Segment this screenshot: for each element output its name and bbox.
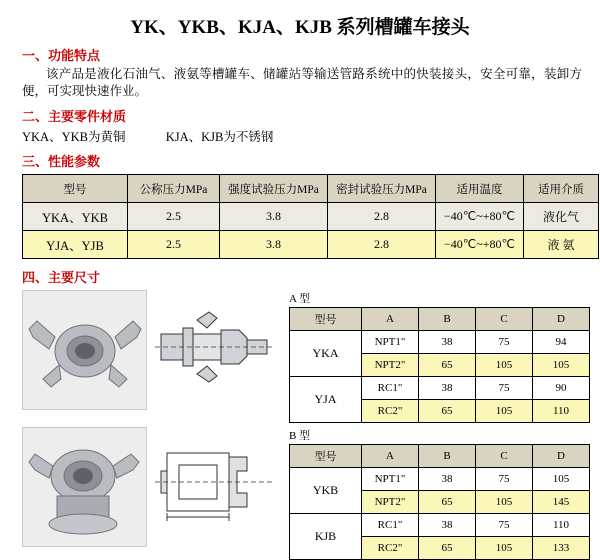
section-text-features: 该产品是液化石油气、液氨等槽罐车、储罐站等输送管路系统中的快装接头，安全可靠，装卸方便，可实现快速作业。 (22, 67, 582, 98)
table-row (23, 231, 599, 259)
cell-b: 38 (419, 377, 476, 400)
cell-temperature: −40℃~+80℃ (436, 231, 524, 259)
th-nominal-pressure: 公称压力MPa (128, 175, 220, 203)
cell-seal-test: 2.8 (328, 231, 436, 259)
th-b: B (419, 445, 476, 468)
cell-model: YJA、YJB (23, 231, 128, 259)
th-d: D (533, 445, 590, 468)
cell-d: 94 (533, 331, 590, 354)
cell-b: 65 (419, 491, 476, 514)
performance-table (22, 174, 599, 259)
cell-b: 38 (419, 514, 476, 537)
coupling-a-drawing-graphic (151, 290, 277, 408)
dimension-table-b (289, 444, 590, 560)
coupling-a-photo-graphic (23, 291, 146, 409)
material-stainless: KJA、KJB为不锈钢 (165, 130, 274, 144)
cell-a: RC1" (362, 514, 419, 537)
dimensions-a-wrapper (289, 290, 590, 423)
th-b: B (419, 308, 476, 331)
photo-coupling-a (22, 290, 147, 410)
cell-a: RC2" (362, 400, 419, 423)
cell-model: YKA、YKB (23, 203, 128, 231)
photo-coupling-b (22, 427, 147, 547)
table-header-row (23, 175, 599, 203)
cell-a: RC1" (362, 377, 419, 400)
table-header-row (290, 308, 590, 331)
cell-b: 65 (419, 354, 476, 377)
cell-medium: 液化气 (524, 203, 599, 231)
figure-label-a: A 型 (289, 293, 311, 305)
coupling-b-photo-graphic (23, 428, 146, 546)
cell-model: YKA (290, 331, 362, 377)
table-row (290, 331, 590, 354)
cell-medium: 液 氨 (524, 231, 599, 259)
cell-b: 38 (419, 468, 476, 491)
table-row (23, 203, 599, 231)
th-c: C (476, 445, 533, 468)
cell-c: 105 (476, 354, 533, 377)
section-heading-materials: 二、主要零件材质 (22, 109, 127, 124)
cell-d: 110 (533, 400, 590, 423)
cell-c: 105 (476, 400, 533, 423)
cell-c: 105 (476, 491, 533, 514)
cell-model: YKB (290, 468, 362, 514)
table-row (290, 468, 590, 491)
cell-d: 105 (533, 354, 590, 377)
th-seal-test: 密封试验压力MPa (328, 175, 436, 203)
th-model: 型号 (23, 175, 128, 203)
cell-d: 145 (533, 491, 590, 514)
th-a: A (362, 308, 419, 331)
th-c: C (476, 308, 533, 331)
figure-row-a (0, 290, 600, 423)
cell-model: KJB (290, 514, 362, 560)
cell-b: 65 (419, 400, 476, 423)
cell-nominal-pressure: 2.5 (128, 203, 220, 231)
th-strength-test: 强度试验压力MPa (220, 175, 328, 203)
cell-c: 75 (476, 331, 533, 354)
cell-b: 65 (419, 537, 476, 560)
cell-a: NPT1" (362, 468, 419, 491)
cell-seal-test: 2.8 (328, 203, 436, 231)
cell-d: 110 (533, 514, 590, 537)
figure-row-b (0, 427, 600, 560)
cell-strength-test: 3.8 (220, 203, 328, 231)
cell-c: 75 (476, 377, 533, 400)
cell-c: 105 (476, 537, 533, 560)
cell-d: 90 (533, 377, 590, 400)
table-row (290, 377, 590, 400)
th-model: 型号 (290, 308, 362, 331)
th-model: 型号 (290, 445, 362, 468)
cell-nominal-pressure: 2.5 (128, 231, 220, 259)
table-row (290, 514, 590, 537)
section-heading-features: 一、功能特点 (22, 48, 101, 63)
cell-b: 38 (419, 331, 476, 354)
th-a: A (362, 445, 419, 468)
section-heading-dimensions: 四、主要尺寸 (22, 270, 101, 285)
cell-d: 105 (533, 468, 590, 491)
drawing-coupling-a (151, 290, 277, 408)
cell-a: NPT2" (362, 491, 419, 514)
table-header-row (290, 445, 590, 468)
section-text-materials (22, 127, 600, 145)
cell-a: RC2" (362, 537, 419, 560)
cell-strength-test: 3.8 (220, 231, 328, 259)
dimension-table-a (289, 307, 590, 423)
figures-area (0, 290, 600, 560)
th-d: D (533, 308, 590, 331)
th-temperature: 适用温度 (436, 175, 524, 203)
dimensions-b-wrapper (289, 427, 590, 560)
drawing-coupling-b (151, 427, 277, 545)
cell-d: 133 (533, 537, 590, 560)
material-brass: YKA、YKB为黄铜 (22, 130, 126, 144)
cell-temperature: −40℃~+80℃ (436, 203, 524, 231)
cell-model: YJA (290, 377, 362, 423)
page-title: YK、YKB、KJA、KJB 系列槽罐车接头 (130, 17, 470, 38)
cell-a: NPT2" (362, 354, 419, 377)
cell-c: 75 (476, 468, 533, 491)
cell-c: 75 (476, 514, 533, 537)
figure-label-b: B 型 (289, 430, 311, 442)
section-heading-performance: 三、性能参数 (22, 154, 101, 169)
th-medium: 适用介质 (524, 175, 599, 203)
coupling-b-drawing-graphic (151, 427, 277, 545)
cell-a: NPT1" (362, 331, 419, 354)
